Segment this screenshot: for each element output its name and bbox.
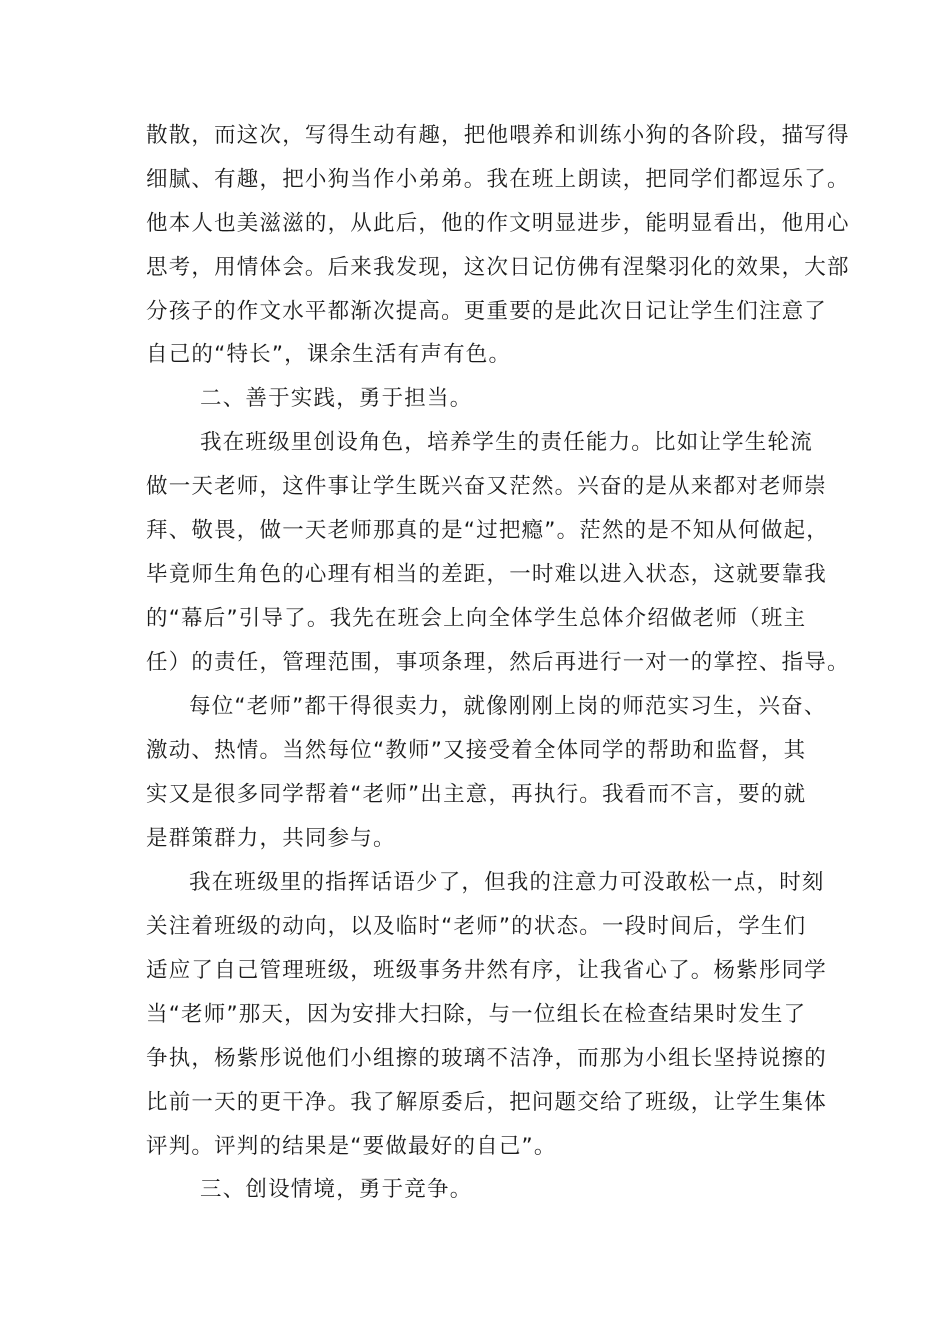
paragraph-first-line: 我在班级里的指挥话语少了，但我的注意力可没敢松一点，时刻 [189, 870, 825, 895]
text-line: 实又是很多同学帮着“老师”出主意，再执行。我看而不言，要的就 [146, 782, 807, 807]
section-heading: 二、善于实践，勇于担当。 [200, 386, 473, 411]
text-line: 他本人也美滋滋的，从此后，他的作文明显进步，能明显看出，他用心 [146, 211, 850, 236]
text-line: 比前一天的更干净。我了解原委后，把问题交给了班级，让学生集体 [146, 1090, 828, 1115]
text-line: 适应了自己管理班级，班级事务井然有序，让我省心了。杨紫彤同学 [146, 958, 828, 983]
text-line: 评判。评判的结果是“要做最好的自己”。 [146, 1134, 557, 1159]
paragraph-first-line: 每位“老师”都干得很卖力，就像刚刚上岗的师范实习生，兴奋、 [189, 694, 827, 719]
text-line: 自己的“特长”，课余生活有声有色。 [146, 342, 512, 367]
text-line: 当“老师”那天，因为安排大扫除，与一位组长在检查结果时发生了 [146, 1002, 807, 1027]
text-line: 毕竟师生角色的心理有相当的差距，一时难以进入状态，这就要靠我 [146, 562, 828, 587]
text-line: 争执，杨紫彤说他们小组擦的玻璃不洁净，而那为小组长坚持说擦的 [146, 1046, 828, 1071]
text-line: 细腻、有趣，把小狗当作小弟弟。我在班上朗读，把同学们都逗乐了。 [146, 167, 850, 192]
text-line: 关注着班级的动向，以及临时“老师”的状态。一段时间后，学生们 [146, 914, 807, 939]
text-line: 做一天老师，这件事让学生既兴奋又茫然。兴奋的是从来都对老师崇 [146, 474, 828, 499]
text-line: 思考，用情体会。后来我发现，这次日记仿佛有涅槃羽化的效果，大部 [146, 255, 850, 280]
text-line: 是群策群力，共同参与。 [146, 826, 396, 851]
paragraph-first-line: 我在班级里创设角色，培养学生的责任能力。比如让学生轮流 [200, 430, 813, 455]
section-heading: 三、创设情境，勇于竞争。 [200, 1177, 473, 1202]
text-line: 分孩子的作文水平都渐次提高。更重要的是此次日记让学生们注意了 [146, 299, 828, 324]
text-line: 的“幕后”引导了。我先在班会上向全体学生总体介绍做老师（班主 [146, 606, 807, 631]
text-line: 散散，而这次，写得生动有趣，把他喂养和训练小狗的各阶段，描写得 [146, 123, 850, 148]
text-line: 激动、热情。当然每位“教师”又接受着全体同学的帮助和监督，其 [146, 738, 807, 763]
text-line: 任）的责任，管理范围，事项条理，然后再进行一对一的掌控、指导。 [146, 650, 850, 675]
text-line: 拜、敬畏，做一天老师那真的是“过把瘾”。茫然的是不知从何做起， [146, 518, 829, 543]
